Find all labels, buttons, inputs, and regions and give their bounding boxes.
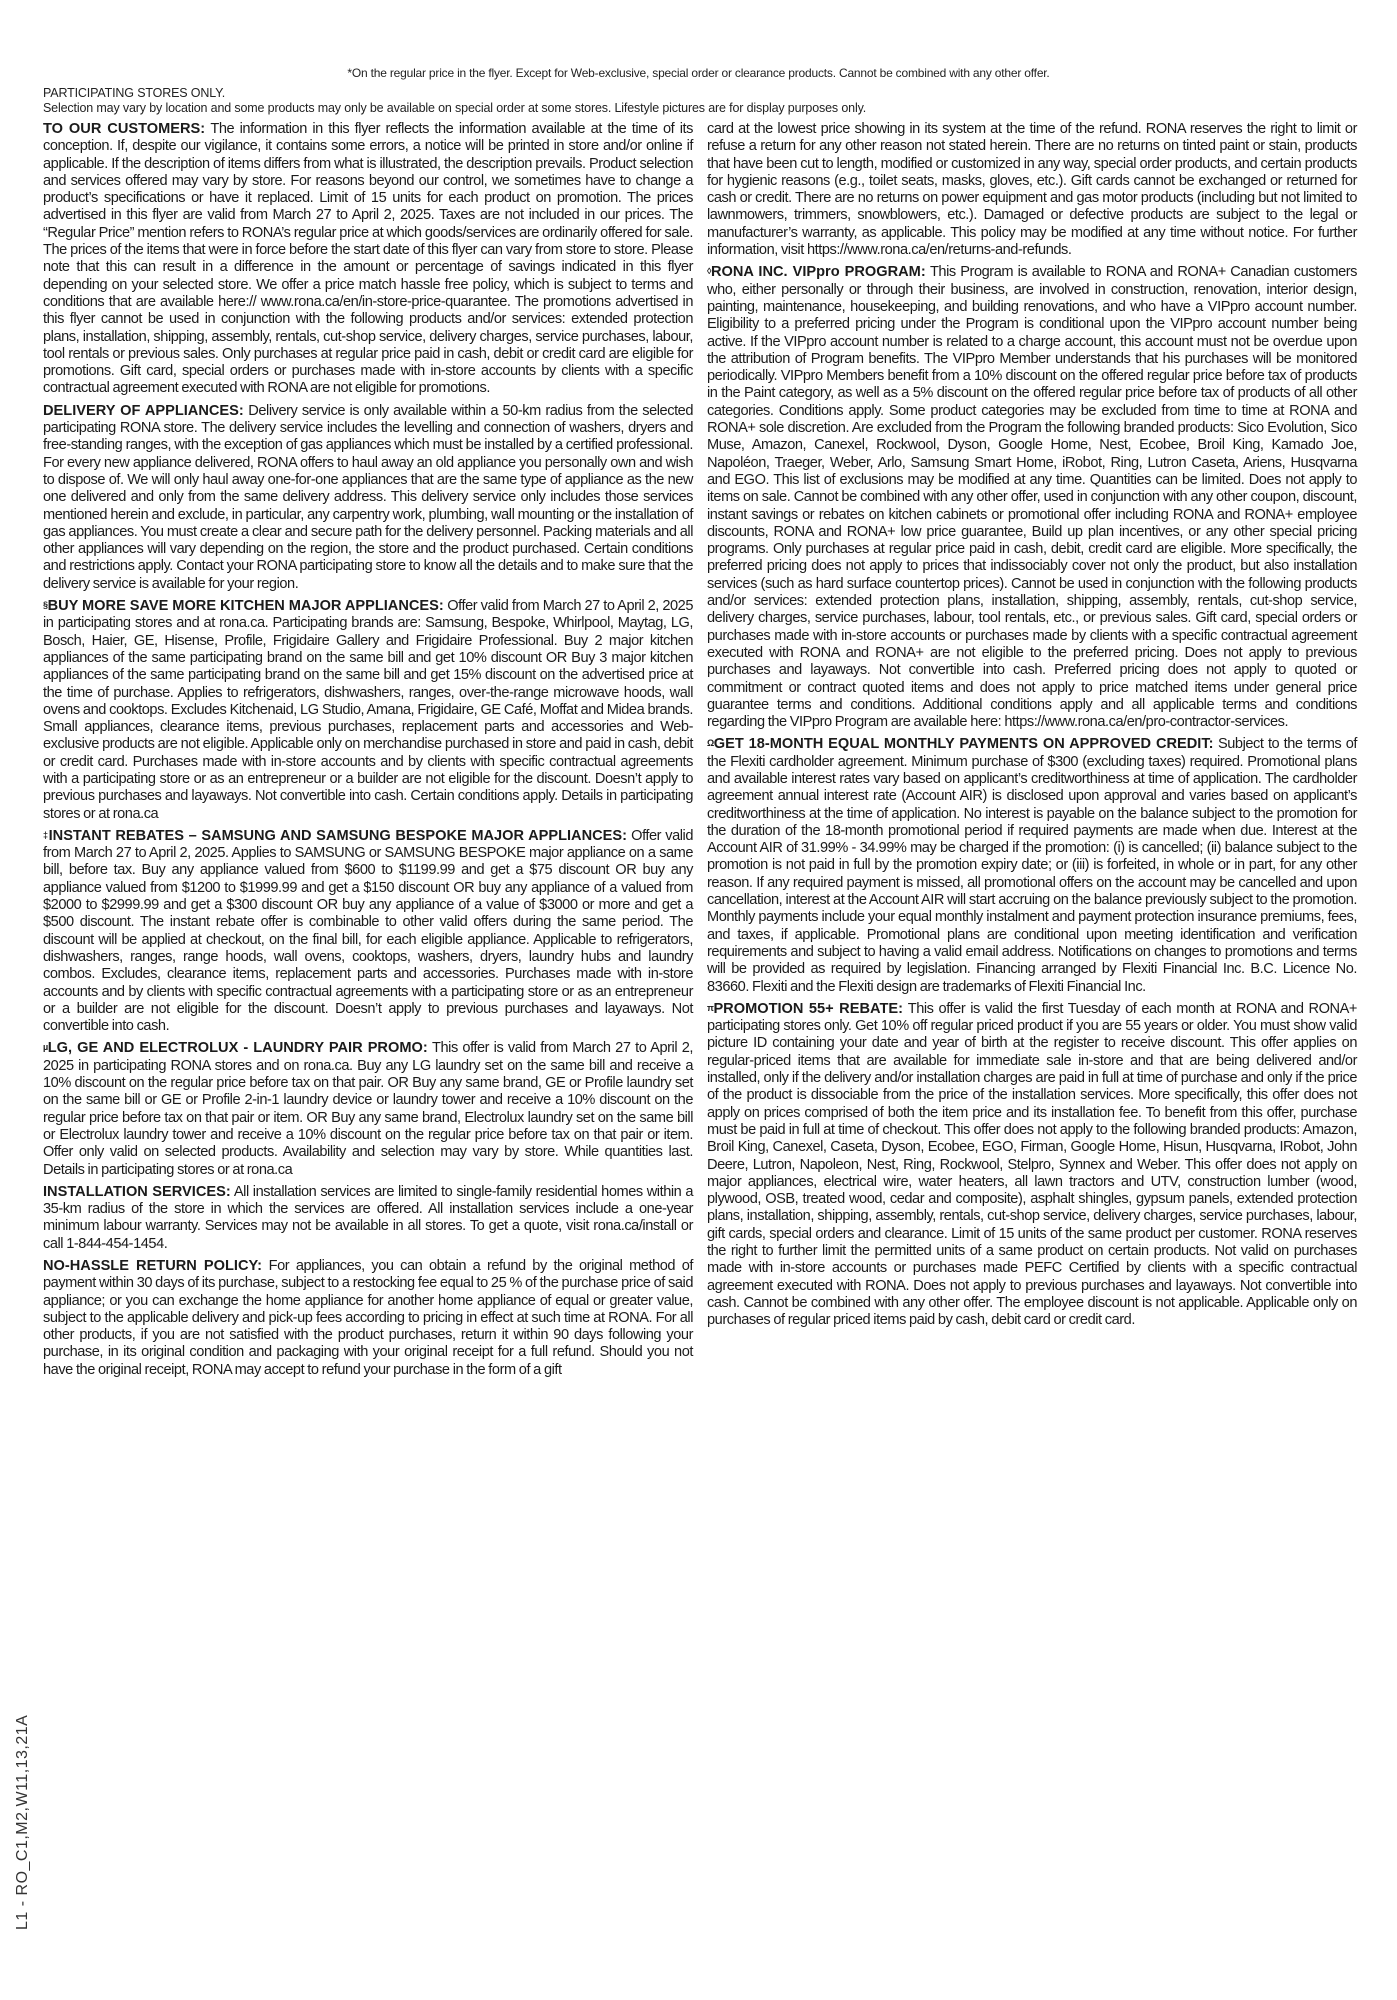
header-notices [43,86,1363,116]
footnote-marker: § [43,600,48,611]
section-body: card at the lowest price showing in its system at the time of the refund. RONA reserves the right to limit or refuse a return for any other reason not stated herein. There are no returns on tinted paint or stain, products that have been cut to length, modified or customized in any way, special order products, and certain products for hygienic reasons (e.g., toilet seats, masks, gloves, etc.). Gift cards cannot be exchanged or returned for cash or credit. There are no returns on power equipment and gas motor products (including but not limited to lawnmowers, trimmers, snowblowers, etc.). Damaged or defective products are subject to the legal or manufacturer’s warranty, as applicable. This policy may be modified at any time without notice. For further information, visit https://www.rona.ca/en/returns-and-refunds. [707,121,1357,259]
section-body: For appliances, you can obtain a refund by the original method of payment within 30 days of its purchase, subject to a restocking fee equal to 25 % of the purchase price of said appliance; or you can exchange the home appliance for another home appliance of equal or greater value, subject to the applicable delivery and pick-up fees according to pricing in effect at such time at RONA. For all other products, if you are not satisfied with the product purchases, return it within 90 days following your purchase, in its original condition and packaging with your original receipt for a full refund. Should you not have the original receipt, RONA may accept to refund your purchase in the form of a gift [43,1258,693,1378]
participating-stores-notice: PARTICIPATING STORES ONLY. [43,86,226,100]
section-body: Subject to the terms of the Flexiti cardholder agreement. Minimum purchase of $300 (excluding taxes) required. Promotional plans and available interest rates vary based on applicant’s creditworthiness at time of application. The cardholder agreement annual interest rate (Account AIR) is disclosed upon approval and varies based on applicant’s creditworthiness at the time of application. No interest is payable on the balance subject to the promotion for the duration of the 18-month promotional period if required payments are made when due. Interest at the Account AIR of 31.99% - 34.99% may be charged if the promotion: (i) is cancelled; (ii) balance subject to the promotion is not paid in full by the promotion expiry date; or (iii) is forfeited, in whole or in part, for any other reason. If any required payment is missed, all promotional offers on the account may be cancelled and upon cancellation, interest at the Account AIR will start accruing on the balance previously subject to the promotion. Monthly payments include your equal monthly instalment and payment protection insurance premiums, fees, and taxes, if applicable. Promotional plans are conditional upon meeting identification and verification requirements and subject to having a valid email address. Notifications on changes to promotions and terms will be provided as required by legislation. Financing arranged by Flexiti Financial Inc. B.C. Licence No. 83660. Flexiti and the Flexiti design are trademarks of Flexiti Financial Inc. [707,736,1358,995]
section-instant-rebates-samsung [43,828,693,1036]
section-body: Offer valid from March 27 to April 2, 2025 in participating stores and at rona.ca. Participating brands are: Samsung, Bespoke, Whirlpool, Maytag, LG, Bosch, Haier, GE, Hisense, Profile, Frigidaire Gallery and Frigidaire Professional. Buy 2 major kitchen appliances of the same participating brand on the same bill and get 10% discount OR Buy 3 major kitchen appliances of the same participating brand on the same bill and get 15% discount on the advertised price at the time of purchase. Applies to refrigerators, dishwashers, ranges, over-the-range microwave hoods, wall ovens and cooktops. Excludes Kitchenaid, LG Studio, Amana, Frigidaire, GE Café, Moffat and Midea brands. Small appliances, clearance items, previous purchases, replacement parts and accessories and Web-exclusive products are not eligible. Applicable only on merchandise purchased in store and paid in cash, debit or credit card. Purchases made with in-store accounts and by clients with specific contractual agreements with a participating store or as an entrepreneur or a builder are not eligible for the discount. Doesn’t apply to previous purchases and layaways. Not convertible into cash. Certain conditions apply. Details in participating stores or at rona.ca [43,598,693,822]
section-title: GET 18-MONTH EQUAL MONTHLY PAYMENTS ON APPROVED CREDIT: [713,736,1214,753]
section-to-our-customers [43,121,693,398]
section-installation-services [43,1184,693,1253]
footnote-marker: Ω [707,738,714,749]
right-column [707,121,1357,1334]
section-buy-more-save-more [43,598,693,823]
section-return-policy [43,1258,693,1379]
section-title: BUY MORE SAVE MORE KITCHEN MAJOR APPLIANCES: [47,598,444,615]
section-title: INSTANT REBATES – SAMSUNG AND SAMSUNG BESPOKE MAJOR APPLIANCES: [48,827,628,844]
footnote-marker: ◊ [707,266,711,277]
left-column [43,121,693,1384]
section-title: NO-HASSLE RETURN POLICY: [43,1258,263,1274]
section-title: LG, GE AND ELECTROLUX - LAUNDRY PAIR PROMO: [47,1040,428,1057]
section-vippro-program [707,264,1357,731]
section-title: PROMOTION 55+ REBATE: [713,1000,903,1017]
footnote-marker: µ [43,1042,48,1053]
section-title: INSTALLATION SERVICES: [43,1183,231,1200]
section-title: RONA INC. VIPpro PROGRAM: [711,264,926,281]
section-body: This Program is available to RONA and RONA+ Canadian customers who, either personally or through their business, are involved in construction, renovation, interior design, painting, maintenance, housekeeping, and building renovations, and who have a VIPpro account number. Eligibility to a preferred pricing under the Program is conditional upon the VIPpro account number being active. If the VIPpro account number is related to a charge account, this account must not be overdue upon the attribution of Program benefits. The VIPpro Member understands that his purchases will be monitored periodically. VIPpro Members benefit from a 10% discount on the offered regular price before tax of products in the Paint category, as well as a 5% discount on the offered regular price before tax of products of all other categories. Conditions apply. Some product categories may be excluded from time to time at RONA and RONA+ sole discretion. Are excluded from the Program the following branded products: Sico Evolution, Sico Muse, Amazon, Canexel, Rockwool, Dyson, Google Home, Nest, Ecobee, Broil King, Kamado Joe, Napoléon, Traeger, Weber, Arlo, Samsung Smart Home, iRobot, Ring, Lutron Caseta, Ariens, Husqvarna and EGO. This list of exclusions may be modified at any time. Quantities can be limited. Does not apply to items on sale. Cannot be combined with any other offer, used in conjunction with any other coupon, discount, instant savings or rebates on kitchen cabinets or promotional offer including RONA and RONA+ employee discounts, RONA and RONA+ low price guarantee, Build up plan incentives, or any other special pricing programs. Only purchases at regular price paid in cash, debit, credit card are eligible. More specifically, the preferred pricing does not apply to prices that indissociably cover not only the product, but also installation services (such as hard surface countertop prices). Cannot be used in conjunction with the following products and/or services: extended protection plans, installation, shipping, assembly, rentals, cut-shop service, delivery charges, service purchases, labour, tool rentals, etc., or previous sales. Gift card, special orders or purchases made with in-store accounts or purchases made by clients with a specific contractual agreement executed with RONA and RONA+ are not eligible to the preferred pricing. Does not apply to previous purchases and layaways. Not convertible into cash. Preferred pricing does not apply to quoted or commitment or contract quoted items and does not apply to price matched items under general price guarantee terms and conditions. Additional conditions apply and all applicable terms and conditions regarding the VIPpro Program are available here: https://www.rona.ca/en/pro-contractor-services. [707,264,1357,731]
flyer-code: L1 - RO_C1,M2,W11,13,21A [14,1714,31,1930]
section-body: All installation services are limited to single-family residential homes within a 35-km radius of the store in which the services are offered. All installation services include a one-year minimum labour warranty. Services may not be available in all stores. To get a quote, visit rona.ca/install or call 1-844-454-1454. [43,1183,693,1252]
footnote-marker: ‡ [43,829,49,840]
section-body: The information in this flyer reflects the information available at the time of its conception. If, despite our vigilance, it contains some errors, a notice will be printed in store and/or online if applicable. If the description of items differs from what is illustrated, the description prevails. Product selection and services offered may vary by store. For reasons beyond our control, we sometimes have to change a product’s specifications or have it replaced. Limit of 15 units for each product on promotion. The prices advertised in this flyer are valid from March 27 to April 2, 2025. Taxes are not included in our prices. The “Regular Price” mention refers to RONA’s regular price at which goods/services are ordinarily offered for sale. The prices of the items that were in force before the start date of this flyer can vary from store to store. Please note that this can result in a difference in the amount or percentage of savings indicated in this flyer depending on your selected store. We offer a price match hassle free policy, which is subject to terms and conditions that are available here:// www.rona.ca/en/in-store-price-quarantee. The promotions advertised in this flyer cannot be used in conjunction with the following products and/or services: extended protection plans, installation, shipping, assembly, rentals, cut-shop service, delivery charges, service purchases, labour, tool rentals or previous sales. Only purchases at regular price paid in cash, debit or credit card are eligible for promotions. Gift card, special orders or purchases made with in-store accounts by clients with a specific contractual agreement executed with RONA are not eligible for promotions. [43,121,693,397]
section-return-policy-continued [707,121,1357,259]
section-body: Delivery service is only available within a 50-km radius from the selected participating RONA store. The delivery service includes the levelling and connection of washers, dryers and free-standing ranges, with the exception of gas appliances which must be installed by a certified professional. For every new appliance delivered, RONA offers to haul away an old appliance you personally own and wish to dispose of. We will only haul away one-for-one appliances that are the same type of appliance as the new one delivered and only from the same delivery address. This delivery service only includes those services mentioned herein and exclude, in particular, any carpentry work, plumbing, wall mounting or the installation of gas appliances. You must create a clear and secure path for the delivery personnel. Packing materials and all other appliances will vary depending on the region, the store and the product purchased. Certain conditions and restrictions apply. Contact your RONA participating store to know all the details and to make sure that the delivery service is available for your region. [43,402,694,592]
section-delivery-of-appliances [43,403,693,593]
section-body: Offer valid from March 27 to April 2, 2025. Applies to SAMSUNG or SAMSUNG BESPOKE major appliance on a same bill, before tax. Buy any appliance valued from $600 to $1199.99 and get a $75 discount OR buy any appliance valued from $1200 to $1999.99 and get a $150 discount OR buy any appliance of a valued from $2000 to $2999.99 and get a $300 discount OR buy any appliance of a value of $3000 or more and get a $500 discount. The instant rebate offer is combinable to other valid offers during the same period. The discount will be applied at checkout, on the final bill, for each eligible appliance. Applicable to refrigerators, dishwashers, ranges, range hoods, wall ovens, cooktops, washers, dryers, laundry hubs and laundry combos. Excludes, clearance items, replacement parts and accessories. Purchases made with in-store accounts and by clients with specific contractual agreements with a participating store or as an entrepreneur or a builder are not eligible for the discount. Doesn’t apply to previous purchases and layaways. Not convertible into cash. [43,827,693,1035]
section-title: DELIVERY OF APPLIANCES: [43,402,244,419]
section-body: This offer is valid from March 27 to April 2, 2025 in participating RONA stores and on rona.ca. Buy any LG laundry set on the same bill and receive a 10% discount on the regular price before tax on that pair. OR Buy any same brand, GE or Profile laundry set on the same bill or GE or Profile 2-in-1 laundry device or laundry tower and receive a 10% discount on the regular price before tax on that pair or item. OR Buy any same brand, Electrolux laundry set on the same bill or Electrolux laundry tower and receive a 10% discount on the regular price before tax on that pair or item. Offer only valid on selected products. Availability and selection may vary by store. While quantities last. Details in participating stores or at rona.ca [43,1040,694,1178]
section-title: TO OUR CUSTOMERS: [43,121,206,137]
footnote-marker: π [707,1002,714,1013]
section-body: This offer is valid the first Tuesday of each month at RONA and RONA+ participating stores only. Get 10% off regular priced product if you are 55 years or older. You must show valid picture ID containing your date and year of birth at the register to receive discount. This offer applies on regular-priced items that are available for immediate sale in-store and that are being delivered and/or installed, only if the delivery and/or installation charges are paid in full at time of purchase and only if the price of the product is dissociable from the price of the installation services. More specifically, this offer does not apply on prices comprised of both the item price and its installation fee. To benefit from this offer, purchase must be paid in full at time of checkout. This offer does not apply to the following branded products: Amazon, Broil King, Canexel, Caseta, Dyson, Ecobee, EGO, Firman, Google Home, Hisun, Husqvarna, IRobot, John Deere, Lutron, Napoleon, Nest, Ring, Rockwool, Stelpro, Synnex and Weber. This offer does not apply on major appliances, electrical wire, water heaters, all lawn tractors and UTV, construction lumber (wood, plywood, OSB, treated wood, cedar and composite), asphalt shingles, gypsum panels, extended protection plans, installation, shipping, assembly, rentals, cut-shop service, delivery charges, service purchases, labour, gift cards, special orders and clearance. Limit of 15 units of the same product per customer. RONA reserves the right to further limit the permitted units of a same product on certain products. Not valid on purchases made with in-store accounts or purchases made PEFC Certified by clients with a specific contractual agreement executed with RONA. Does not apply to previous purchases and layaways. Not convertible into cash. Cannot be combined with any other offer. The employee discount is not applicable. Applicable only on purchases of regular priced items paid by cash, debit card or credit card. [707,1000,1357,1329]
section-promotion-55-rebate [707,1001,1357,1330]
section-laundry-pair-promo [43,1040,693,1178]
selection-notice: Selection may vary by location and some products may only be available on special order at some stores. Lifestyle pictures are for display purposes only. [43,101,867,115]
regular-price-footnote: *On the regular price in the flyer. Except for Web-exclusive, special order or clearance products. Cannot be combined with any other offer. [347,66,1050,80]
section-monthly-payments [707,736,1357,995]
